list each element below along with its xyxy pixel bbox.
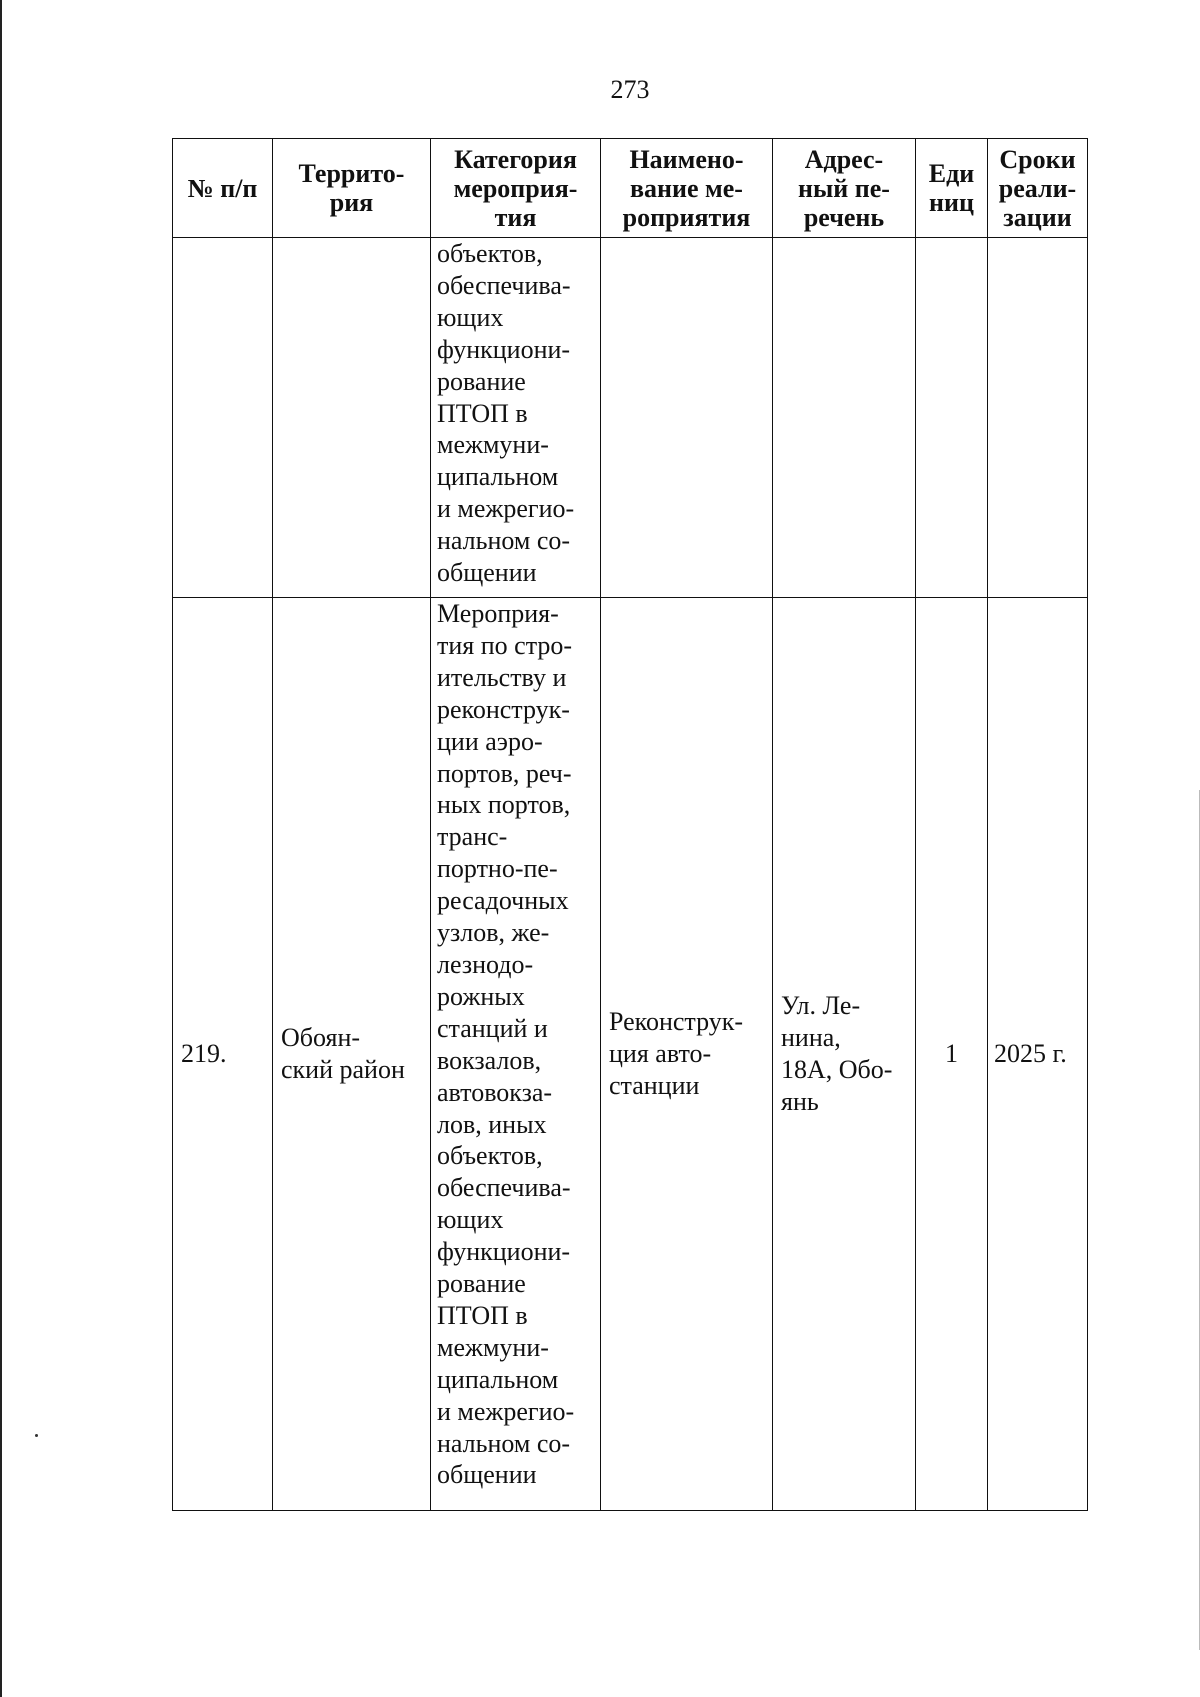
- cell-line: ительству и: [437, 662, 567, 692]
- cell-line: ПТОП в: [437, 1300, 528, 1330]
- cell-line: ский район: [281, 1055, 405, 1084]
- cell-line: функциони-: [437, 334, 571, 364]
- cell-line: ципальном: [437, 462, 559, 492]
- cell-line: нальном со-: [437, 526, 571, 556]
- cell-units: [916, 238, 988, 598]
- cell-line: портно-пе-: [437, 854, 558, 884]
- cell-address: [773, 598, 916, 1511]
- cell-category: [431, 238, 601, 598]
- cell-line: рожных: [437, 981, 525, 1011]
- header-territory: Террито- рия: [273, 139, 431, 238]
- cell-line: 18А, Обо-: [781, 1055, 893, 1084]
- cell-name: [601, 238, 773, 598]
- cell-line: межмуни-: [437, 1332, 549, 1362]
- page-number: 273: [610, 75, 650, 104]
- cell-line: транс-: [437, 822, 508, 852]
- cell-line: вокзалов,: [437, 1045, 542, 1075]
- cell-line: ющих: [437, 302, 504, 332]
- cell-line: функциони-: [437, 1237, 571, 1267]
- cell-line: станций и: [437, 1013, 548, 1043]
- cell-territory: [273, 238, 431, 598]
- cell-term: [988, 238, 1088, 598]
- header-category: Категория мероприя- тия: [431, 139, 601, 238]
- cell-line: станции: [609, 1070, 700, 1100]
- measures-table: [172, 138, 1088, 1511]
- cell-line: и межрегио-: [437, 494, 575, 524]
- cell-line: межмуни-: [437, 430, 549, 460]
- cell-line: янь: [781, 1086, 819, 1116]
- cell-line: Реконструк-: [609, 1007, 744, 1037]
- cell-address: [773, 238, 916, 598]
- cell-line: Мероприя-: [437, 599, 559, 628]
- cell-line: Ул. Ле-: [781, 991, 861, 1021]
- cell-line: Обоян-: [281, 1023, 361, 1053]
- cell-line: ции аэро-: [437, 726, 543, 756]
- cell-line: ция авто-: [609, 1039, 712, 1069]
- cell-line: узлов, же-: [437, 918, 550, 948]
- cell-line: объектов,: [437, 239, 543, 268]
- cell-territory: [273, 598, 431, 1511]
- cell-line: ПТОП в: [437, 398, 528, 428]
- cell-line: ющих: [437, 1205, 504, 1235]
- cell-line: общении: [437, 558, 537, 588]
- header-address: Адрес- ный пе- речень: [773, 139, 916, 238]
- cell-line: лов, иных: [437, 1109, 547, 1139]
- cell-number: [173, 238, 273, 598]
- table-header-row: [173, 139, 1088, 238]
- cell-line: рование: [437, 366, 526, 396]
- header-units: Еди ниц: [916, 139, 988, 238]
- cell-term: 2025 г.: [988, 598, 1088, 1511]
- header-name: Наимено- вание ме- роприятия: [601, 139, 773, 238]
- cell-line: ных портов,: [437, 790, 571, 820]
- cell-line: нина,: [781, 1023, 841, 1053]
- table-row: [173, 238, 1088, 598]
- cell-line: ресадочных: [437, 886, 569, 916]
- cell-number: 219.: [173, 598, 273, 1511]
- cell-line: нальном со-: [437, 1428, 571, 1458]
- cell-name: [601, 598, 773, 1511]
- cell-units: 1: [916, 598, 988, 1511]
- header-term: Сроки реали- зации: [988, 139, 1088, 238]
- cell-line: обеспечива-: [437, 1173, 571, 1203]
- cell-line: лезнодо-: [437, 949, 534, 979]
- header-number: № п/п: [173, 139, 273, 238]
- cell-line: обеспечива-: [437, 270, 571, 300]
- scan-edge: [0, 0, 2, 1697]
- cell-line: и межрегио-: [437, 1396, 575, 1426]
- cell-line: портов, реч-: [437, 758, 572, 788]
- cell-line: рование: [437, 1269, 526, 1299]
- table-row: [173, 598, 1088, 1511]
- cell-line: объектов,: [437, 1141, 543, 1171]
- cell-line: общении: [437, 1460, 537, 1490]
- cell-category: [431, 598, 601, 1511]
- cell-line: тия по стро-: [437, 630, 573, 660]
- cell-line: автовокза-: [437, 1077, 553, 1107]
- scan-speck: [35, 1434, 38, 1437]
- cell-line: ципальном: [437, 1364, 559, 1394]
- cell-line: реконструк-: [437, 694, 570, 724]
